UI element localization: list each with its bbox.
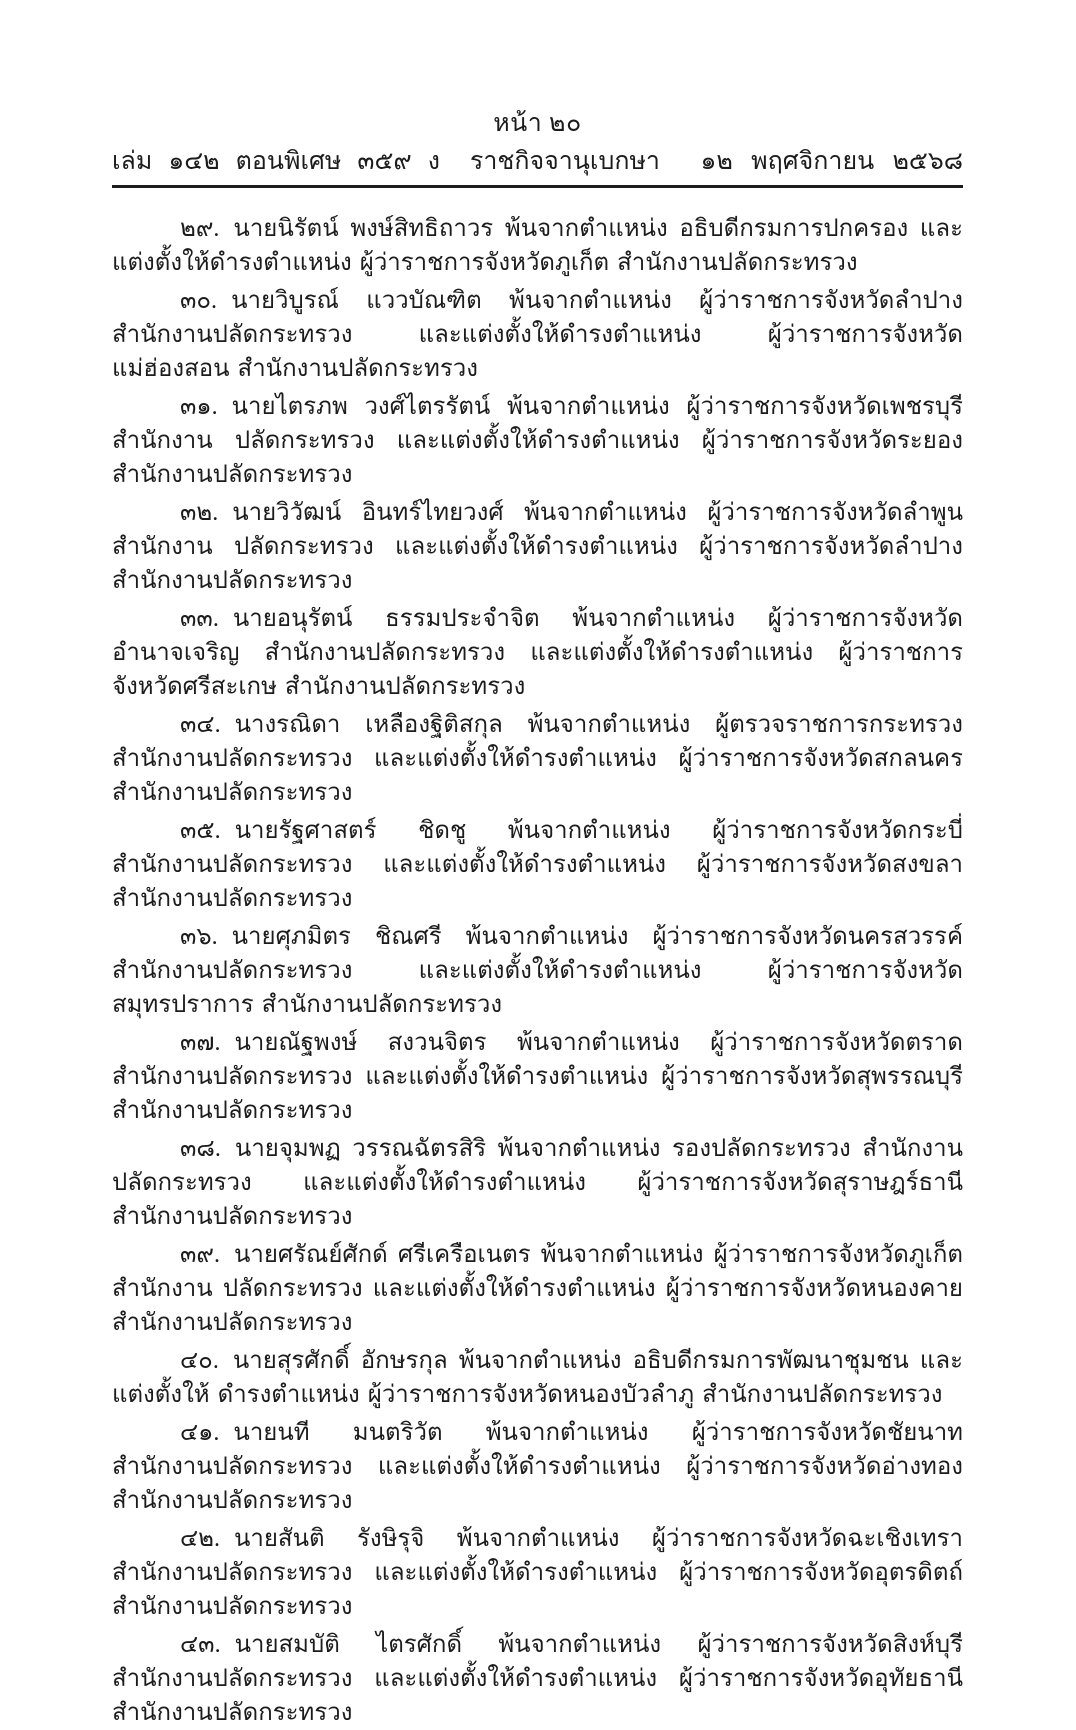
gazette-entry bbox=[112, 920, 963, 1022]
entry-text: นายสมบัติ ไตรศักดิ์ พ้นจากตำแหน่ง ผู้ว่าราชการจังหวัดสิงห์บุรี สำนักงานปลัดกระทรวง และแต่งตั้งให้ดำรงตำแหน่ง ผู้ว่าราชการจังหวัดอุทัยธานี สำนักงานปลัดกระทรวง bbox=[112, 1632, 963, 1726]
masthead bbox=[112, 146, 963, 178]
entry-number: ๔๑. bbox=[180, 1420, 220, 1446]
entry-number: ๒๙. bbox=[180, 216, 220, 242]
appointments-list bbox=[112, 212, 963, 1730]
gazette-entry bbox=[112, 1026, 963, 1128]
entry-text: นายอนุรัตน์ ธรรมประจำจิต พ้นจากตำแหน่ง ผู้ว่าราชการจังหวัดอำนาจเจริญ สำนักงานปลัดกระทรวง และแต่งตั้งให้ดำรงตำแหน่ง ผู้ว่าราชการจังหวัดศรีสะเกษ สำนักงานปลัดกระทรวง bbox=[112, 606, 963, 700]
entry-number: ๔๒. bbox=[180, 1526, 220, 1552]
gazette-entry bbox=[112, 284, 963, 386]
entry-text: นายวิบูรณ์ แววบัณฑิต พ้นจากตำแหน่ง ผู้ว่าราชการจังหวัดลำปาง สำนักงานปลัดกระทรวง และแต่งตั้งให้ดำรงตำแหน่ง ผู้ว่าราชการจังหวัดแม่ฮ่องสอน สำนักงานปลัดกระทรวง bbox=[112, 288, 963, 382]
volume-number: ๑๔๒ bbox=[168, 148, 220, 175]
page-header bbox=[112, 108, 963, 188]
entry-number: ๔๓. bbox=[180, 1632, 221, 1658]
entry-text: นายศุภมิตร ชิณศรี พ้นจากตำแหน่ง ผู้ว่าราชการจังหวัดนครสวรรค์ สำนักงานปลัดกระทรวง และแต่งตั้งให้ดำรงตำแหน่ง ผู้ว่าราชการจังหวัดสมุทรปราการ สำนักงานปลัดกระทรวง bbox=[112, 924, 963, 1018]
entry-text: นายจุมพฏ วรรณฉัตรสิริ พ้นจากตำแหน่ง รองปลัดกระทรวง สำนักงานปลัดกระทรวง และแต่งตั้งให้ดำรงตำแหน่ง ผู้ว่าราชการจังหวัดสุราษฎร์ธานี สำนักงานปลัดกระทรวง bbox=[112, 1136, 963, 1230]
gazette-entry bbox=[112, 814, 963, 916]
entry-number: ๓๓. bbox=[180, 606, 219, 632]
gazette-entry bbox=[112, 212, 963, 280]
entry-number: ๓๗. bbox=[180, 1030, 221, 1056]
gazette-entry bbox=[112, 1344, 963, 1412]
entry-number: ๓๘. bbox=[180, 1136, 221, 1162]
entry-text: นายวิวัฒน์ อินทร์ไทยวงศ์ พ้นจากตำแหน่ง ผู้ว่าราชการจังหวัดลำพูน สำนักงาน ปลัดกระทรวง และแต่งตั้งให้ดำรงตำแหน่ง ผู้ว่าราชการจังหวัดลำปาง สำนักงานปลัดกระทรวง bbox=[112, 500, 963, 594]
entry-text: นายนที มนตริวัต พ้นจากตำแหน่ง ผู้ว่าราชการจังหวัดชัยนาท สำนักงานปลัดกระทรวง และแต่งตั้งให้ดำรงตำแหน่ง ผู้ว่าราชการจังหวัดอ่างทอง สำนักงานปลัดกระทรวง bbox=[112, 1420, 963, 1514]
entry-number: ๓๕. bbox=[180, 818, 221, 844]
date-day: ๑๒ bbox=[700, 148, 733, 175]
gazette-entry bbox=[112, 496, 963, 598]
entry-number: ๓๖. bbox=[180, 924, 218, 950]
entry-text: นายรัฐศาสตร์ ชิดชู พ้นจากตำแหน่ง ผู้ว่าราชการจังหวัดกระบี่ สำนักงานปลัดกระทรวง และแต่งตั้งให้ดำรงตำแหน่ง ผู้ว่าราชการจังหวัดสงขลา สำนักงานปลัดกระทรวง bbox=[112, 818, 963, 912]
gazette-entry bbox=[112, 602, 963, 704]
date-month: พฤศจิกายน bbox=[751, 148, 875, 175]
entry-text: นายนิรัตน์ พงษ์สิทธิถาวร พ้นจากตำแหน่ง อธิบดีกรมการปกครอง และแต่งตั้งให้ดำรงตำแหน่ง ผู้ว่าราชการจังหวัดภูเก็ต สำนักงานปลัดกระทรวง bbox=[112, 216, 963, 276]
entry-text: นายไตรภพ วงศ์ไตรรัตน์ พ้นจากตำแหน่ง ผู้ว่าราชการจังหวัดเพชรบุรี สำนักงาน ปลัดกระทรวง และแต่งตั้งให้ดำรงตำแหน่ง ผู้ว่าราชการจังหวัดระยอง สำนักงานปลัดกระทรวง bbox=[112, 394, 963, 488]
gazette-entry bbox=[112, 1132, 963, 1234]
volume-issue-info bbox=[112, 146, 440, 178]
issue-number: ๓๕๙ bbox=[357, 148, 412, 175]
entry-text: นายสันติ รังษิรุจิ พ้นจากตำแหน่ง ผู้ว่าราชการจังหวัดฉะเชิงเทรา สำนักงานปลัดกระทรวง และแต่งตั้งให้ดำรงตำแหน่ง ผู้ว่าราชการจังหวัดอุตรดิตถ์ สำนักงานปลัดกระทรวง bbox=[112, 1526, 963, 1620]
date-year: ๒๕๖๘ bbox=[892, 148, 963, 175]
entry-text: นายศรัณย์ศักด์ ศรีเครือเนตร พ้นจากตำแหน่ง ผู้ว่าราชการจังหวัดภูเก็ต สำนักงาน ปลัดกระทรวง และแต่งตั้งให้ดำรงตำแหน่ง ผู้ว่าราชการจังหวัดหนองคาย สำนักงานปลัดกระทรวง bbox=[112, 1242, 963, 1336]
gazette-entry bbox=[112, 708, 963, 810]
gazette-title: ราชกิจจานุเบกษา bbox=[469, 148, 660, 175]
entry-text: นางรณิดา เหลืองฐิติสกุล พ้นจากตำแหน่ง ผู้ตรวจราชการกระทรวง สำนักงานปลัดกระทรวง และแต่งตั้งให้ดำรงตำแหน่ง ผู้ว่าราชการจังหวัดสกลนคร สำนักงานปลัดกระทรวง bbox=[112, 712, 963, 806]
gazette-entry bbox=[112, 1522, 963, 1624]
entry-text: นายณัฐพงษ์ สงวนจิตร พ้นจากตำแหน่ง ผู้ว่าราชการจังหวัดตราด สำนักงานปลัดกระทรวง และแต่งตั้งให้ดำรงตำแหน่ง ผู้ว่าราชการจังหวัดสุพรรณบุรี สำนักงานปลัดกระทรวง bbox=[112, 1030, 963, 1124]
volume-label: เล่ม bbox=[112, 148, 153, 175]
gazette-entry bbox=[112, 1628, 963, 1730]
entry-number: ๓๔. bbox=[180, 712, 221, 738]
section-letter: ง bbox=[427, 148, 440, 175]
gazette-entry bbox=[112, 390, 963, 492]
publication-date bbox=[701, 146, 963, 178]
entry-number: ๓๐. bbox=[180, 288, 218, 314]
entry-number: ๓๙. bbox=[180, 1242, 220, 1268]
gazette-entry bbox=[112, 1238, 963, 1340]
entry-number: ๓๒. bbox=[180, 500, 219, 526]
entry-text: นายสุรศักดิ์ อักษรกุล พ้นจากตำแหน่ง อธิบดีกรมการพัฒนาชุมชน และแต่งตั้งให้ ดำรงตำแหน่ง ผู้ว่าราชการจังหวัดหนองบัวลำภู สำนักงานปลัดกระทรวง bbox=[112, 1348, 963, 1408]
header-divider bbox=[112, 185, 963, 188]
entry-number: ๔๐. bbox=[180, 1348, 219, 1374]
gazette-entry bbox=[112, 1416, 963, 1518]
page-number: หน้า ๒๐ bbox=[493, 110, 582, 137]
entry-number: ๓๑. bbox=[180, 394, 218, 420]
issue-label: ตอนพิเศษ bbox=[235, 148, 342, 175]
